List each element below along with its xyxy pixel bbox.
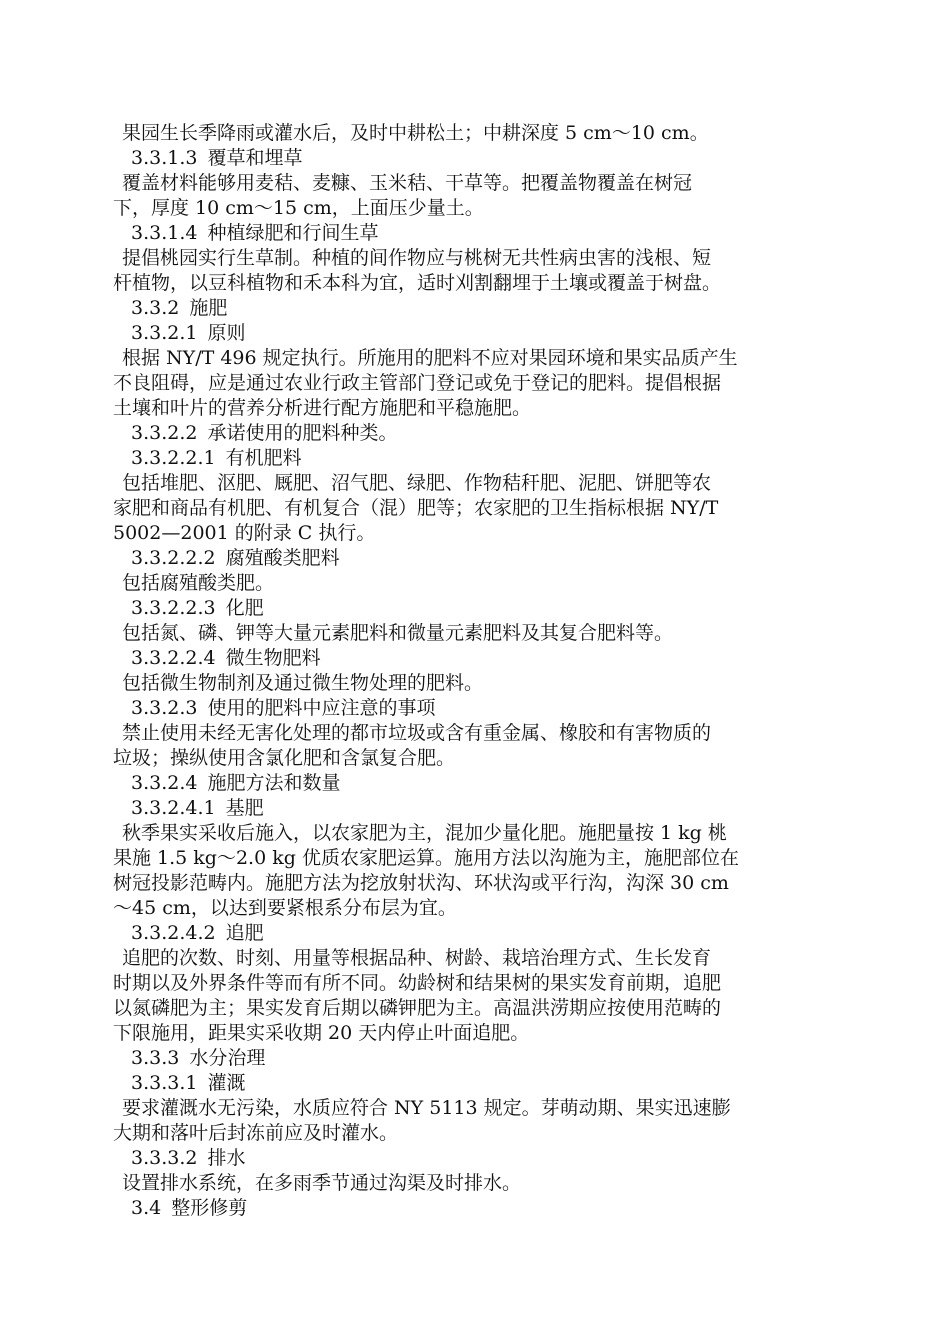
paragraph	[113, 246, 833, 296]
section-number: 3.3.1.4	[131, 222, 198, 244]
section-title: 腐殖酸类肥料	[225, 547, 340, 569]
section-title: 排水	[207, 1147, 246, 1169]
section-title: 施肥	[189, 297, 228, 319]
paragraph-line: 禁止使用未经无害化处理的都市垃圾或含有重金属、橡胶和有害物质的	[122, 722, 712, 744]
paragraph-line: 家肥和商品有机肥、有机复合（混）肥等；农家肥的卫生指标根据 NY/T	[113, 497, 719, 519]
paragraph-line: 根据 NY/T 496 规定执行。所施用的肥料不应对果园环境和果实品质产生	[122, 347, 738, 369]
section-number: 3.3.2.1	[131, 322, 198, 344]
paragraph-line: 覆盖材料能够用麦秸、麦糠、玉米秸、干草等。把覆盖物覆盖在树冠	[122, 172, 693, 194]
section-title: 原则	[207, 322, 246, 344]
section-heading	[113, 596, 833, 621]
section-number: 3.3.2.4	[131, 772, 198, 794]
section-heading	[113, 146, 833, 171]
paragraph-line: 以氮磷肥为主；果实发育后期以磷钾肥为主。高温洪涝期应按使用范畴的	[113, 997, 722, 1019]
paragraph	[113, 346, 833, 421]
section-heading	[113, 1196, 833, 1221]
section-number: 3.3.3	[131, 1047, 180, 1069]
paragraph	[113, 721, 833, 771]
section-heading	[113, 1146, 833, 1171]
section-heading	[113, 546, 833, 571]
section-title: 承诺使用的肥料种类。	[207, 422, 398, 444]
section-heading	[113, 221, 833, 246]
paragraph-line: 设置排水系统，在多雨季节通过沟渠及时排水。	[122, 1172, 522, 1194]
section-heading	[113, 296, 833, 321]
paragraph	[113, 1096, 833, 1146]
section-heading	[113, 321, 833, 346]
section-title: 覆草和埋草	[207, 147, 303, 169]
document-body	[113, 121, 833, 1221]
paragraph-line: 时期以及外界条件等而有所不同。幼龄树和结果树的果实发育前期，追肥	[113, 972, 722, 994]
paragraph-line: 垃圾；操纵使用含氯化肥和含氯复合肥。	[113, 747, 456, 769]
paragraph-line: 5002—2001 的附录 C 执行。	[113, 522, 376, 544]
section-heading	[113, 1071, 833, 1096]
paragraph-line: 树冠投影范畴内。施肥方法为挖放射状沟、环状沟或平行沟，沟深 30 cm	[113, 872, 729, 894]
section-title: 施肥方法和数量	[207, 772, 341, 794]
paragraph-line: 果园生长季降雨或灌水后，及时中耕松土；中耕深度 5 cm～10 cm。	[122, 122, 709, 144]
section-number: 3.3.2.2.4	[131, 647, 216, 669]
paragraph-line: 果施 1.5 kg～2.0 kg 优质农家肥运算。施用方法以沟施为主，施肥部位在	[113, 847, 739, 869]
section-number: 3.3.2.2.3	[131, 597, 216, 619]
paragraph-line: 土壤和叶片的营养分析进行配方施肥和平稳施肥。	[113, 397, 532, 419]
section-heading	[113, 771, 833, 796]
section-number: 3.3.3.1	[131, 1072, 198, 1094]
paragraph-line: 包括堆肥、沤肥、厩肥、沼气肥、绿肥、作物秸秆肥、泥肥、饼肥等农	[122, 472, 712, 494]
paragraph-line: 提倡桃园实行生草制。种植的间作物应与桃树无共性病虫害的浅根、短	[122, 247, 712, 269]
section-number: 3.3.2.2.2	[131, 547, 216, 569]
paragraph	[113, 1171, 833, 1196]
section-heading	[113, 446, 833, 471]
paragraph-line: 包括微生物制剂及通过微生物处理的肥料。	[122, 672, 484, 694]
section-title: 化肥	[225, 597, 264, 619]
section-heading	[113, 796, 833, 821]
paragraph	[113, 571, 833, 596]
paragraph	[113, 121, 833, 146]
section-heading	[113, 1046, 833, 1071]
section-title: 种植绿肥和行间生草	[207, 222, 379, 244]
section-number: 3.4	[131, 1197, 162, 1219]
paragraph-line: 不良阻碍，应是通过农业行政主管部门登记或免于登记的肥料。提倡根据	[113, 372, 722, 394]
section-title: 整形修剪	[171, 1197, 248, 1219]
paragraph-line: 秋季果实采收后施入，以农家肥为主，混加少量化肥。施肥量按 1 kg 桃	[122, 822, 727, 844]
paragraph	[113, 621, 833, 646]
section-number: 3.3.2.2.1	[131, 447, 216, 469]
section-title: 基肥	[225, 797, 264, 819]
section-number: 3.3.2.2	[131, 422, 198, 444]
section-title: 追肥	[225, 922, 264, 944]
paragraph-line: 下限施用，距果实采收期 20 天内停止叶面追肥。	[113, 1022, 530, 1044]
section-title: 使用的肥料中应注意的事项	[207, 697, 436, 719]
section-title: 有机肥料	[225, 447, 302, 469]
section-number: 3.3.2.3	[131, 697, 198, 719]
section-title: 灌溉	[207, 1072, 246, 1094]
section-number: 3.3.1.3	[131, 147, 198, 169]
section-title: 水分治理	[189, 1047, 266, 1069]
section-heading	[113, 696, 833, 721]
paragraph-line: 下，厚度 10 cm～15 cm，上面压少量土。	[113, 197, 484, 219]
section-title: 微生物肥料	[225, 647, 321, 669]
paragraph	[113, 471, 833, 546]
paragraph-line: 包括腐殖酸类肥。	[122, 572, 275, 594]
paragraph	[113, 671, 833, 696]
paragraph	[113, 821, 833, 921]
section-number: 3.3.3.2	[131, 1147, 198, 1169]
paragraph-line: 包括氮、磷、钾等大量元素肥料和微量元素肥料及其复合肥料等。	[122, 622, 674, 644]
paragraph	[113, 946, 833, 1046]
section-heading	[113, 921, 833, 946]
paragraph-line: 大期和落叶后封冻前应及时灌水。	[113, 1122, 399, 1144]
section-number: 3.3.2.4.1	[131, 797, 216, 819]
section-number: 3.3.2	[131, 297, 180, 319]
paragraph-line: 要求灌溉水无污染，水质应符合 NY 5113 规定。芽萌动期、果实迅速膨	[122, 1097, 731, 1119]
section-number: 3.3.2.4.2	[131, 922, 216, 944]
section-heading	[113, 421, 833, 446]
paragraph	[113, 171, 833, 221]
paragraph-line: ～45 cm，以达到要紧根系分布层为宜。	[113, 897, 457, 919]
paragraph-line: 追肥的次数、时刻、用量等根据品种、树龄、栽培治理方式、生长发育	[122, 947, 712, 969]
paragraph-line: 杆植物，以豆科植物和禾本科为宜，适时刈割翻埋于土壤或覆盖于树盘。	[113, 272, 722, 294]
section-heading	[113, 646, 833, 671]
